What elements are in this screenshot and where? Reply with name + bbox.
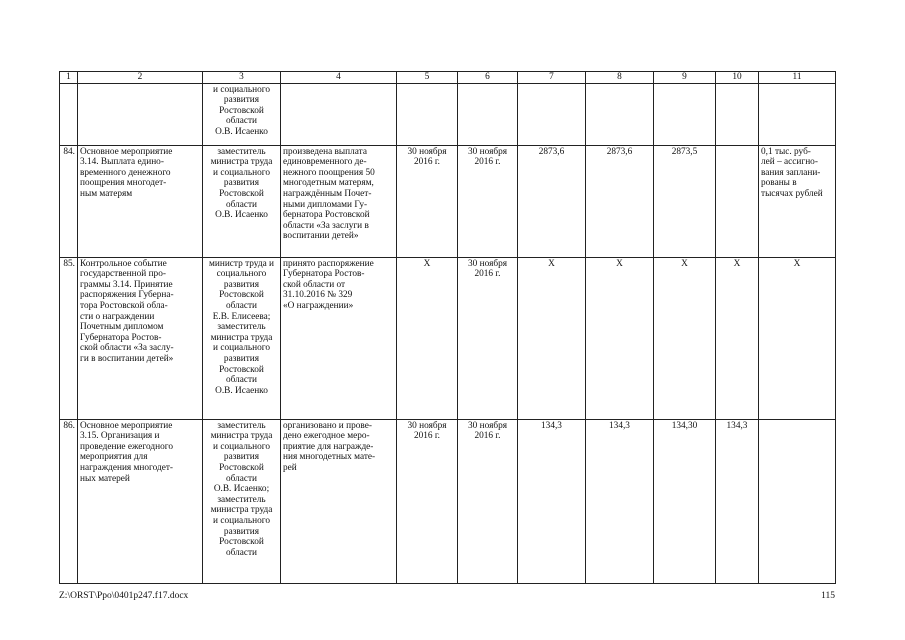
column-number: 2: [78, 72, 203, 84]
column-number: 8: [586, 72, 654, 84]
cell-line: Ростовской: [219, 290, 264, 301]
cell-line: Почетным дипломом: [80, 322, 164, 333]
cell-line: Ростовской: [219, 364, 264, 375]
cell-line: развития: [223, 95, 260, 106]
cell-line: многодетным матерям,: [283, 178, 374, 189]
cell-line: приятие для награжде-: [283, 441, 374, 452]
actual-date-cell: [458, 145, 518, 257]
cell-line: заместитель: [217, 322, 266, 333]
cell-line: мероприятия для: [80, 452, 148, 463]
column-number: 7: [518, 72, 586, 84]
cell-line: воспитании детей»: [283, 231, 359, 242]
value-cell: 134,3: [716, 419, 759, 583]
result-cell: [281, 419, 397, 583]
row-number: 85.: [60, 257, 78, 419]
cell-line: награждения многодет-: [80, 462, 174, 473]
cell-line: поощрения многодет-: [80, 178, 167, 189]
cell-line: министра труда: [210, 157, 273, 168]
row-number: 84.: [60, 145, 78, 257]
cell-line: и социального: [213, 515, 270, 526]
column-number: 3: [203, 72, 281, 84]
cell-line: рей: [283, 462, 297, 473]
cell-line: Х: [793, 258, 801, 269]
value-cell: Х: [716, 257, 759, 419]
cell-line: развития: [223, 353, 260, 364]
cell-line: единовременного де-: [283, 157, 367, 168]
cell-line: Губернатора Ростов-: [283, 269, 365, 280]
cell-line: Е.В. Елисеева;: [212, 311, 271, 322]
cell-line: министра труда: [210, 431, 273, 442]
cell-line: «О награждении»: [283, 300, 354, 311]
activity-name-cell: [78, 419, 203, 583]
activity-name-cell: [78, 257, 203, 419]
table-row: [60, 145, 836, 257]
cell-line: организовано и прове-: [283, 420, 372, 431]
cell-line: области «За заслуги в: [283, 220, 369, 231]
cell-line: рованы в: [761, 178, 797, 189]
cell-line: заместитель: [217, 494, 266, 505]
table-cell: [716, 83, 759, 145]
table-cell: [654, 83, 716, 145]
cell-line: области: [225, 473, 258, 484]
value-cell: [716, 145, 759, 257]
cell-line: Ростовской: [219, 188, 264, 199]
cell-line: ных матерей: [80, 473, 130, 484]
cell-line: проведение ежегодного: [80, 441, 173, 452]
cell-line: развития: [223, 526, 260, 537]
value-cell: Х: [654, 257, 716, 419]
cell-line: области: [225, 375, 258, 386]
cell-line: произведена выплата: [283, 146, 367, 157]
row-number: 86.: [60, 419, 78, 583]
table-cell: [397, 83, 458, 145]
page-number: 115: [821, 591, 835, 601]
table-cell: [759, 83, 836, 145]
continuation-row: [60, 83, 836, 145]
cell-line: тора Ростовской обла-: [80, 300, 168, 311]
cell-line: государственной про-: [80, 269, 166, 280]
value-cell: 2873,6: [586, 145, 654, 257]
table-cell: [586, 83, 654, 145]
cell-line: 2016 г.: [413, 157, 440, 168]
table-cell: [78, 83, 203, 145]
result-cell: [281, 257, 397, 419]
cell-line: Основное мероприятие: [80, 146, 173, 157]
cell-line: Ростовской: [219, 105, 264, 116]
value-cell: Х: [586, 257, 654, 419]
cell-line: 31.10.2016 № 329: [283, 290, 353, 301]
column-number: 10: [716, 72, 759, 84]
table-cell: [518, 83, 586, 145]
cell-line: 2016 г.: [413, 431, 440, 442]
cell-line: области: [225, 547, 258, 558]
cell-line: ской области от: [283, 279, 346, 290]
cell-line: министра труда: [210, 332, 273, 343]
cell-line: 2016 г.: [474, 157, 501, 168]
cell-line: развития: [223, 178, 260, 189]
cell-line: ги в воспитании детей»: [80, 353, 174, 364]
cell-line: О.В. Исаенко: [215, 126, 268, 137]
report-table: [59, 71, 836, 584]
cell-line: 30 ноября: [468, 420, 507, 431]
cell-line: бернатора Ростовской: [283, 210, 370, 221]
cell-line: и социального: [213, 343, 270, 354]
result-cell: [281, 145, 397, 257]
value-cell: 2873,5: [654, 145, 716, 257]
cell-line: 30 ноября: [468, 258, 507, 269]
column-number: 9: [654, 72, 716, 84]
responsible-cell: [203, 145, 281, 257]
cell-line: ными дипломами Гу-: [283, 199, 368, 210]
cell-line: временного денежного: [80, 167, 171, 178]
table-row: [60, 419, 836, 583]
cell-line: дено ежегодное меро-: [283, 431, 370, 442]
cell-line: 30 ноября: [468, 146, 507, 157]
cell-line: министр труда и: [208, 258, 274, 269]
column-number: 1: [60, 72, 78, 84]
value-cell: 134,3: [518, 419, 586, 583]
cell-line: развития: [223, 279, 260, 290]
cell-line: области: [225, 199, 258, 210]
cell-line: лей – ассигно-: [761, 157, 818, 168]
table-row: [60, 257, 836, 419]
cell-line: О.В. Исаенко: [215, 385, 268, 396]
cell-line: 30 ноября: [407, 146, 447, 157]
table-cell: [458, 83, 518, 145]
cell-line: 2016 г.: [474, 269, 501, 280]
column-number: 11: [759, 72, 836, 84]
responsible-cell: [203, 257, 281, 419]
cell-line: нежного поощрения 50: [283, 167, 375, 178]
cell-line: развития: [223, 452, 260, 463]
cell-line: ным матерям: [80, 188, 133, 199]
column-number: 4: [281, 72, 397, 84]
responsible-cell: [203, 419, 281, 583]
cell-line: ской области «За заслу-: [80, 343, 174, 354]
value-cell: Х: [518, 257, 586, 419]
activity-name-cell: [78, 145, 203, 257]
cell-line: Ростовской: [219, 462, 264, 473]
cell-line: сти о награждении: [80, 311, 155, 322]
cell-line: тысячах рублей: [761, 188, 823, 199]
value-cell: 134,30: [654, 419, 716, 583]
table-cell: [281, 83, 397, 145]
planned-date-cell: [397, 257, 458, 419]
cell-line: и социального: [213, 441, 270, 452]
column-number: 6: [458, 72, 518, 84]
cell-line: заместитель: [217, 146, 266, 157]
cell-line: 30 ноября: [407, 420, 447, 431]
cell-line: 3.14. Выплата едино-: [80, 157, 164, 168]
cell-line: области: [225, 116, 258, 127]
cell-line: распоряжения Губерна-: [80, 290, 174, 301]
cell-line: вания заплани-: [761, 167, 821, 178]
cell-line: награждённым Почет-: [283, 188, 372, 199]
cell-line: граммы 3.14. Принятие: [80, 279, 173, 290]
cell-line: Основное мероприятие: [80, 420, 173, 431]
note-cell: [759, 419, 836, 583]
cell-line: Контрольное событие: [80, 258, 167, 269]
cell-line: заместитель: [217, 420, 266, 431]
cell-line: и социального: [213, 167, 270, 178]
table-cell: [60, 83, 78, 145]
cell-line: 0,1 тыс. руб-: [761, 146, 811, 157]
cell-line: 2016 г.: [474, 431, 501, 442]
cell-line: области: [225, 300, 258, 311]
column-number-row: [60, 72, 836, 84]
cell-line: О.В. Исаенко: [215, 210, 268, 221]
cell-line: ния многодетных мате-: [283, 452, 376, 463]
cell-line: О.В. Исаенко;: [213, 484, 270, 495]
cell-line: и социального: [213, 84, 270, 95]
planned-date-cell: [397, 419, 458, 583]
note-cell: [759, 145, 836, 257]
cell-line: 3.15. Организация и: [80, 431, 160, 442]
value-cell: 134,3: [586, 419, 654, 583]
cell-line: министра труда: [210, 505, 273, 516]
note-cell: [759, 257, 836, 419]
cell-line: Ростовской: [219, 537, 264, 548]
cell-line: Х: [423, 258, 431, 269]
actual-date-cell: [458, 257, 518, 419]
file-path: Z:\ORST\Ppo\0401p247.f17.docx: [59, 591, 189, 601]
column-number: 5: [397, 72, 458, 84]
cell-line: Губернатора Ростов-: [80, 332, 162, 343]
planned-date-cell: [397, 145, 458, 257]
cell-line: принято распоряжение: [283, 258, 374, 269]
responsible-cell: [203, 83, 281, 145]
actual-date-cell: [458, 419, 518, 583]
value-cell: 2873,6: [518, 145, 586, 257]
cell-line: социального: [216, 269, 267, 280]
